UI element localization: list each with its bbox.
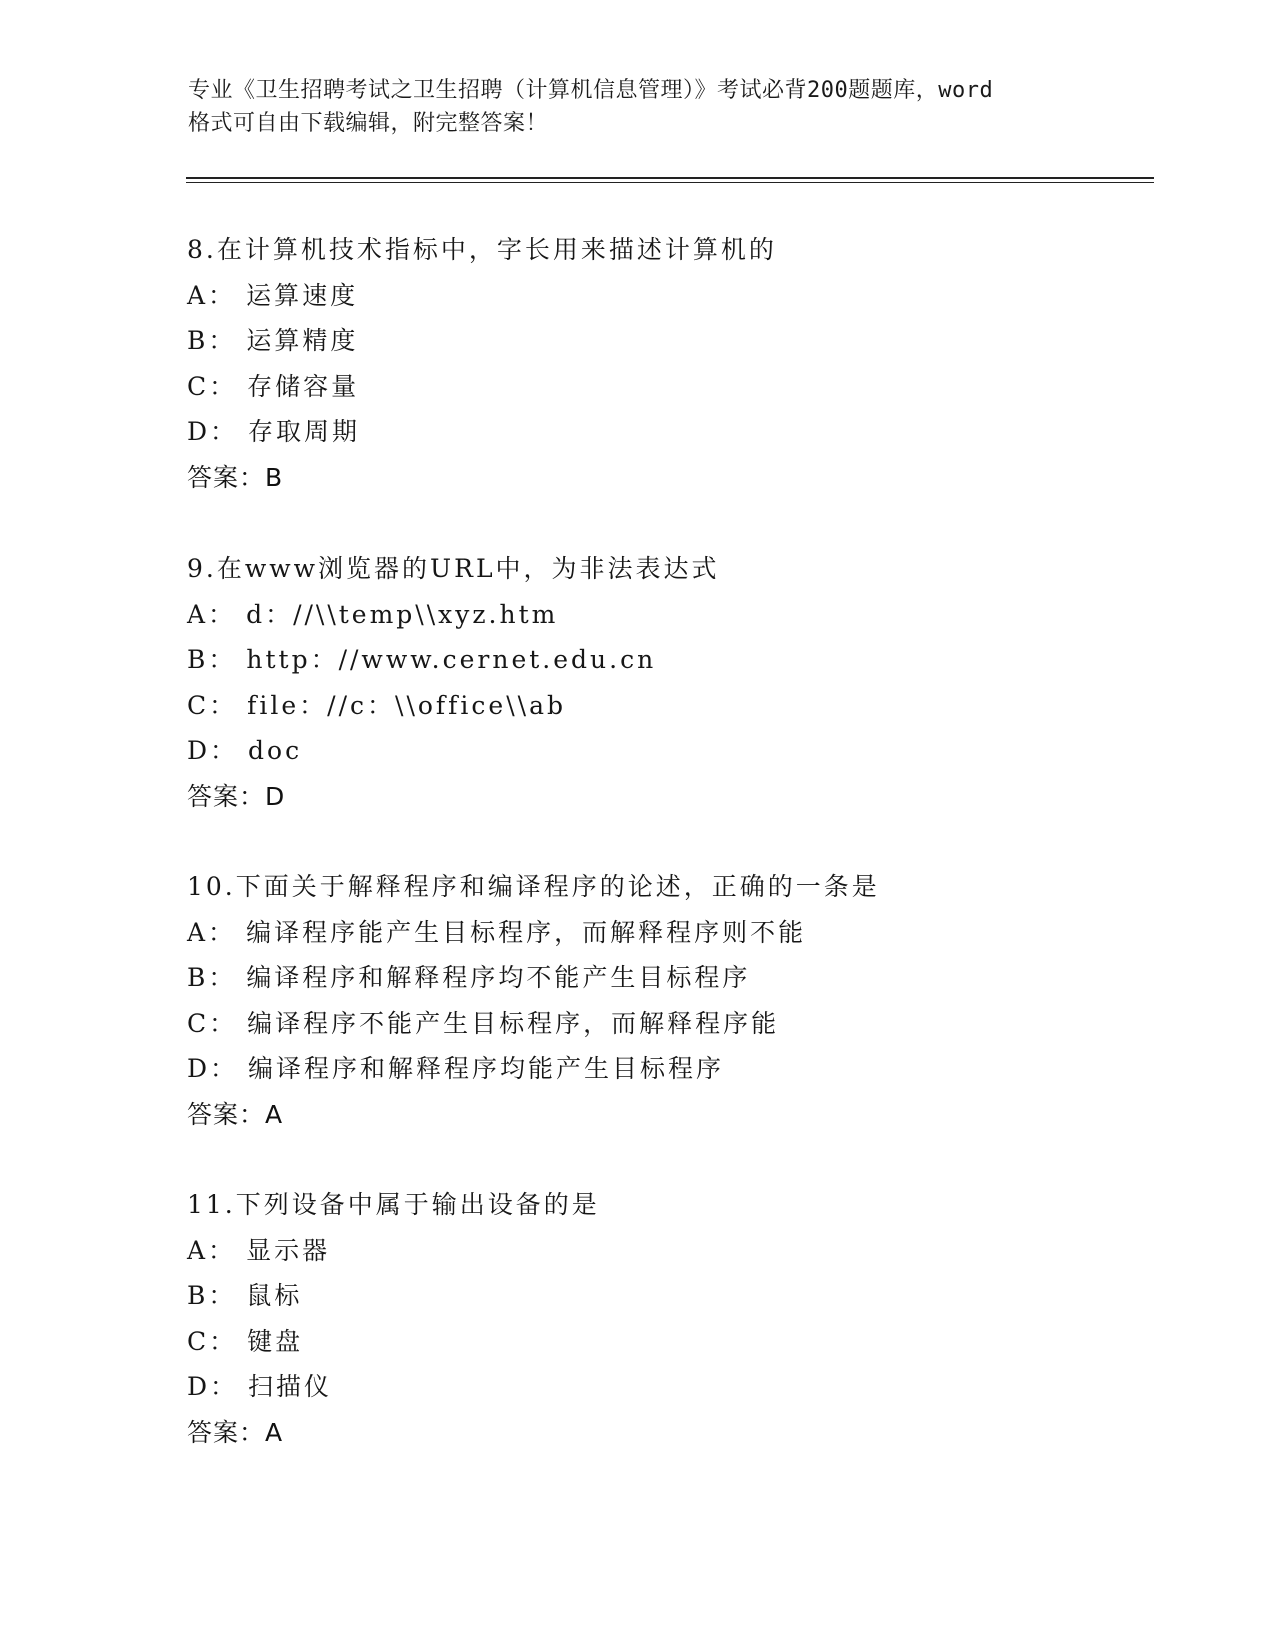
question-stem: 8.在计算机技术指标中，字长用来描述计算机的 — [187, 235, 777, 264]
option-b — [187, 318, 1187, 364]
option-d — [187, 728, 1187, 774]
option-letter: B： — [187, 326, 237, 356]
header-line-1: 专业《卫生招聘考试之卫生招聘（计算机信息管理）》考试必背200题题库，word — [188, 78, 994, 103]
answer-label: 答案：A — [187, 1417, 284, 1447]
option-text: 运算精度 — [246, 326, 359, 356]
option-text: 存储容量 — [247, 371, 360, 401]
option-letter: B： — [187, 963, 237, 993]
question-stem: 9.在www浏览器的URL中，为非法表达式 — [187, 554, 720, 583]
option-text: 编译程序和解释程序均能产生目标程序 — [248, 1054, 725, 1084]
header-divider-thick — [186, 177, 1154, 179]
option-c — [187, 1319, 1187, 1365]
option-d — [187, 1364, 1187, 1410]
question-11 — [187, 1182, 1187, 1456]
option-letter: D： — [187, 1054, 239, 1084]
option-letter: C： — [187, 371, 238, 401]
option-letter: A： — [187, 1235, 237, 1265]
option-letter: B： — [187, 1281, 237, 1311]
option-a — [187, 592, 1187, 638]
option-a — [187, 273, 1187, 319]
option-c — [187, 683, 1187, 729]
option-letter: B： — [187, 645, 237, 675]
option-b — [187, 955, 1187, 1001]
option-letter: D： — [187, 417, 239, 447]
option-letter: A： — [187, 599, 237, 629]
question-stem: 10.下面关于解释程序和编译程序的论述，正确的一条是 — [187, 872, 880, 901]
option-letter: C： — [187, 1326, 238, 1356]
question-10 — [187, 864, 1187, 1138]
option-letter: C： — [187, 1008, 238, 1038]
option-text: 编译程序能产生目标程序，而解释程序则不能 — [246, 917, 807, 947]
option-d — [187, 1046, 1187, 1092]
document-header — [188, 74, 1088, 140]
header-line-2: 格式可自由下载编辑，附完整答案！ — [188, 111, 549, 136]
question-9 — [187, 546, 1187, 820]
question-8 — [187, 227, 1187, 501]
option-text: 扫描仪 — [248, 1372, 333, 1402]
option-text: http：//www.cernet.edu.cn — [246, 645, 657, 675]
answer-label: 答案：D — [187, 781, 286, 811]
option-a — [187, 910, 1187, 956]
option-c — [187, 364, 1187, 410]
option-text: 编译程序不能产生目标程序，而解释程序能 — [247, 1008, 780, 1038]
option-text: d：//\\temp\\xyz.htm — [246, 599, 559, 629]
option-a — [187, 1228, 1187, 1274]
question-stem: 11.下列设备中属于输出设备的是 — [187, 1190, 600, 1219]
option-letter: D： — [187, 1372, 239, 1402]
option-d — [187, 409, 1187, 455]
option-text: 运算速度 — [246, 280, 359, 310]
header-divider-thin — [186, 182, 1154, 183]
option-text: 存取周期 — [248, 417, 361, 447]
option-letter: A： — [187, 280, 237, 310]
option-text: file：//c：\\office\\ab — [247, 690, 566, 720]
option-text: doc — [248, 736, 303, 766]
option-text: 显示器 — [246, 1235, 331, 1265]
option-c — [187, 1001, 1187, 1047]
option-b — [187, 1273, 1187, 1319]
option-text: 鼠标 — [246, 1281, 303, 1311]
answer-label: 答案：B — [187, 462, 284, 492]
option-text: 编译程序和解释程序均不能产生目标程序 — [246, 963, 751, 993]
option-text: 键盘 — [247, 1326, 304, 1356]
answer-label: 答案：A — [187, 1099, 284, 1129]
option-letter: C： — [187, 690, 238, 720]
option-b — [187, 637, 1187, 683]
option-letter: A： — [187, 917, 237, 947]
option-letter: D： — [187, 736, 239, 766]
